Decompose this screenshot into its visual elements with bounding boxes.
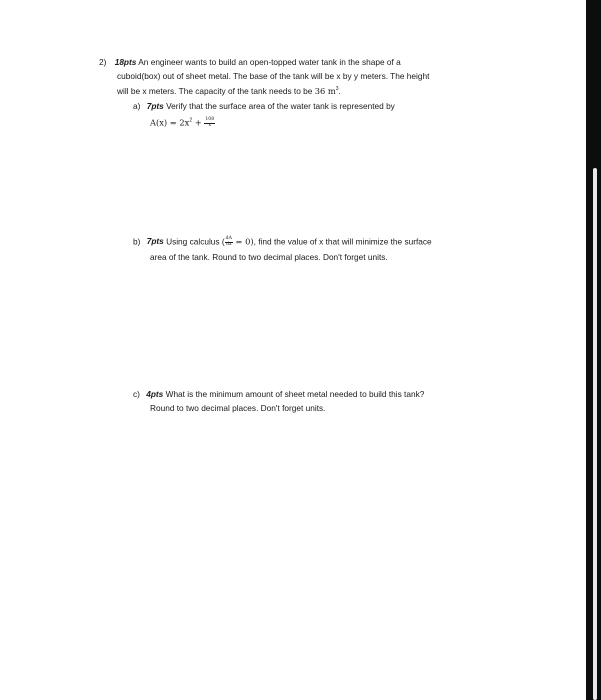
scrollbar[interactable]: [593, 168, 597, 700]
derivative-denominator: dx: [226, 241, 232, 247]
part-c-text: What is the minimum amount of sheet metal needed to build this tank?: [165, 389, 425, 399]
part-c-line: [133, 390, 424, 398]
derivative-numerator: dA: [225, 236, 232, 241]
question-text-1: An engineer wants to build an open-topped water tank in the shape of a: [138, 57, 401, 67]
part-b-label: b): [133, 236, 141, 247]
derivative-fraction: [225, 237, 233, 247]
part-a-line: [133, 102, 395, 110]
question-line-1: [99, 58, 401, 66]
question-number: 2): [99, 57, 107, 67]
formula-exponent: 2: [189, 117, 193, 124]
capacity-exponent: 3: [335, 86, 339, 92]
question-text-3-end: .: [338, 86, 341, 96]
part-c-label: c): [133, 389, 140, 399]
part-c-text-2: Round to two decimal places. Don't forget units.: [150, 403, 326, 413]
part-a-points: 7pts: [146, 101, 164, 111]
formula-plus: +: [192, 117, 205, 128]
part-b-eq: = 0): [232, 236, 254, 247]
part-b-text-post: , find the value of x that will minimize the surface: [253, 236, 432, 247]
fraction-denominator: x: [208, 122, 212, 128]
fraction-numerator: 108: [205, 117, 215, 122]
question-line-3: [117, 87, 341, 95]
part-c-points: 4pts: [146, 389, 164, 399]
part-b-text-pre: Using calculus (: [166, 236, 225, 247]
question-text-2: cuboid(box) out of sheet metal. The base of the tank will be x by y meters. The height: [117, 71, 430, 81]
part-b-line: [133, 237, 432, 247]
part-a-text: Verify that the surface area of the water tank is represented by: [166, 101, 395, 111]
question-points: 18pts: [114, 57, 137, 67]
part-b-points: 7pts: [146, 236, 164, 247]
question-text-3: will be x meters. The capacity of the tank needs to be: [117, 86, 315, 96]
part-b-line-2: [150, 253, 388, 261]
part-a-formula: [150, 118, 215, 128]
formula-fraction: [204, 118, 215, 128]
question-line-2: [117, 72, 429, 80]
part-b-text-2: area of the tank. Round to two decimal places. Don't forget units.: [150, 252, 388, 262]
part-a-label: a): [133, 101, 141, 111]
part-c-line-2: [150, 404, 325, 412]
capacity-value: 36 m: [314, 86, 336, 96]
formula-lhs: A(x) = 2x: [150, 117, 190, 128]
